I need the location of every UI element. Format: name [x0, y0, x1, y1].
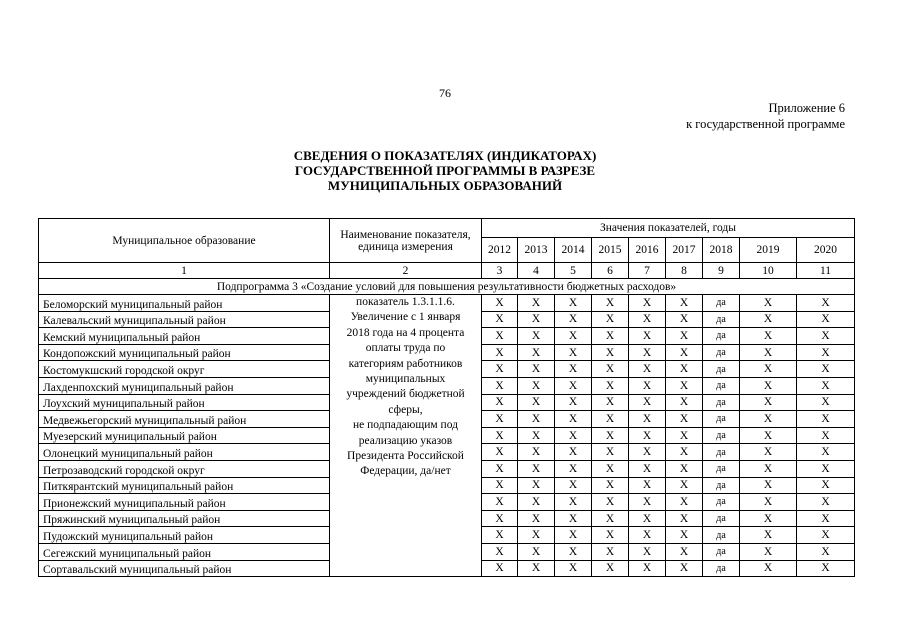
indicator-value: X	[555, 510, 592, 527]
indicator-value: X	[555, 494, 592, 511]
indicator-value: да	[703, 295, 740, 312]
municipality-name: Муезерский муниципальный район	[39, 427, 330, 444]
indicator-value: X	[740, 444, 797, 461]
indicator-value: X	[518, 477, 555, 494]
indicator-value: да	[703, 444, 740, 461]
column-number: 6	[592, 263, 629, 279]
indicator-value: X	[666, 560, 703, 577]
indicator-text-line: 2018 года на 4 процента	[346, 326, 465, 339]
indicator-value: X	[740, 377, 797, 394]
indicators-table	[38, 218, 855, 577]
indicator-value: X	[666, 527, 703, 544]
indicator-value: да	[703, 411, 740, 428]
indicator-value: X	[592, 560, 629, 577]
indicator-value: X	[666, 295, 703, 312]
indicator-value: X	[592, 460, 629, 477]
indicator-value: X	[629, 510, 666, 527]
indicator-value: X	[797, 361, 855, 378]
indicator-value: X	[555, 427, 592, 444]
indicator-text-line: сферы,	[388, 403, 423, 416]
indicator-value: X	[740, 344, 797, 361]
indicator-value: X	[740, 510, 797, 527]
column-number: 7	[629, 263, 666, 279]
indicator-value: X	[555, 527, 592, 544]
indicator-value: X	[555, 328, 592, 345]
indicator-value: X	[592, 477, 629, 494]
indicator-text-line: Федерации, да/нет	[360, 465, 451, 478]
page-number: 76	[439, 86, 451, 100]
indicator-value: X	[592, 311, 629, 328]
indicator-value: X	[666, 494, 703, 511]
indicator-text-line: категориям работников	[348, 357, 463, 370]
indicator-value: X	[592, 494, 629, 511]
column-number: 11	[797, 263, 855, 279]
indicator-value: X	[740, 411, 797, 428]
indicator-value: X	[592, 543, 629, 560]
indicator-value: да	[703, 527, 740, 544]
municipality-name: Лоухский муниципальный район	[39, 394, 330, 411]
indicator-value: да	[703, 344, 740, 361]
indicator-value: X	[629, 344, 666, 361]
indicator-value: да	[703, 377, 740, 394]
indicator-value: X	[629, 477, 666, 494]
indicator-value: X	[592, 377, 629, 394]
indicator-value: X	[518, 543, 555, 560]
indicator-value: да	[703, 427, 740, 444]
indicator-value: X	[797, 510, 855, 527]
indicator-value: X	[629, 527, 666, 544]
column-number: 9	[703, 263, 740, 279]
indicator-value: X	[518, 560, 555, 577]
municipality-name: Сегежский муниципальный район	[39, 543, 330, 560]
indicator-value: X	[666, 377, 703, 394]
indicator-value: да	[703, 560, 740, 577]
indicator-description	[330, 295, 482, 577]
header-year: 2013	[518, 238, 555, 263]
indicator-value: X	[797, 460, 855, 477]
indicator-value: X	[482, 527, 518, 544]
header-year: 2014	[555, 238, 592, 263]
column-number: 5	[555, 263, 592, 279]
appendix-line-1: Приложение 6	[768, 101, 845, 115]
title-line-3: МУНИЦИПАЛЬНЫХ ОБРАЗОВАНИЙ	[327, 178, 563, 193]
indicator-value: X	[797, 328, 855, 345]
indicator-value: X	[797, 427, 855, 444]
indicator-value: X	[555, 411, 592, 428]
indicator-value: X	[482, 361, 518, 378]
indicator-value: X	[482, 311, 518, 328]
indicator-value: X	[518, 311, 555, 328]
indicator-value: X	[482, 394, 518, 411]
indicator-value: X	[797, 377, 855, 394]
indicator-value: X	[666, 510, 703, 527]
header-year: 2017	[666, 238, 703, 263]
indicator-value: X	[740, 460, 797, 477]
indicator-value: да	[703, 361, 740, 378]
indicator-value: X	[518, 444, 555, 461]
indicator-value: X	[555, 295, 592, 312]
indicator-value: X	[797, 311, 855, 328]
indicator-value: X	[482, 510, 518, 527]
indicator-value: X	[629, 543, 666, 560]
indicator-value: X	[740, 394, 797, 411]
indicator-value: X	[518, 411, 555, 428]
indicator-value: X	[797, 394, 855, 411]
indicator-value: X	[629, 361, 666, 378]
indicator-value: X	[482, 560, 518, 577]
indicator-value: X	[555, 560, 592, 577]
municipality-name: Пудожский муниципальный район	[39, 527, 330, 544]
indicator-value: X	[482, 344, 518, 361]
indicator-text-line: показатель 1.3.1.1.6.	[356, 296, 455, 308]
indicator-value: X	[555, 444, 592, 461]
indicator-value: X	[592, 361, 629, 378]
indicator-value: да	[703, 460, 740, 477]
indicator-value: X	[666, 311, 703, 328]
header-indicator-name: Наименование показателя, единица измерения	[330, 219, 482, 263]
indicator-value: X	[740, 527, 797, 544]
indicator-value: X	[555, 543, 592, 560]
indicator-value: X	[666, 543, 703, 560]
appendix-line-2: к государственной программе	[686, 117, 845, 131]
indicator-value: X	[797, 444, 855, 461]
indicator-value: X	[482, 444, 518, 461]
column-number: 3	[482, 263, 518, 279]
column-number: 2	[330, 263, 482, 279]
indicator-value: X	[518, 361, 555, 378]
indicator-value: X	[740, 543, 797, 560]
indicator-value: X	[797, 295, 855, 312]
indicator-value: X	[518, 427, 555, 444]
indicator-value: X	[666, 361, 703, 378]
indicator-value: X	[555, 460, 592, 477]
indicator-value: X	[518, 328, 555, 345]
indicator-text-line: Увеличение с 1 января	[350, 311, 461, 324]
indicator-value: X	[629, 394, 666, 411]
indicator-value: X	[629, 427, 666, 444]
indicator-value: X	[629, 560, 666, 577]
indicator-value: X	[797, 477, 855, 494]
municipality-name: Пряжинский муниципальный район	[39, 510, 330, 527]
indicator-value: да	[703, 394, 740, 411]
indicator-value: X	[482, 460, 518, 477]
indicator-value: да	[703, 311, 740, 328]
indicator-value: X	[592, 344, 629, 361]
indicator-value: X	[797, 494, 855, 511]
header-values-group: Значения показателей, годы	[482, 219, 855, 238]
indicator-value: X	[482, 477, 518, 494]
indicator-value: X	[482, 427, 518, 444]
municipality-name: Лахденпохский муниципальный район	[39, 377, 330, 394]
header-year: 2015	[592, 238, 629, 263]
indicator-value: X	[629, 444, 666, 461]
column-number: 8	[666, 263, 703, 279]
indicator-value: да	[703, 328, 740, 345]
indicator-value: X	[666, 460, 703, 477]
indicator-value: X	[592, 510, 629, 527]
municipality-name: Калевальский муниципальный район	[39, 311, 330, 328]
indicator-value: X	[797, 527, 855, 544]
municipality-name: Кондопожский муниципальный район	[39, 344, 330, 361]
indicator-value: да	[703, 543, 740, 560]
indicator-value: X	[629, 377, 666, 394]
indicator-value: X	[518, 394, 555, 411]
indicator-value: X	[666, 411, 703, 428]
indicator-value: X	[518, 510, 555, 527]
subprogram-title: Подпрограмма 3 «Создание условий для повышения результативности бюджетных расходов»	[39, 279, 855, 295]
indicator-value: X	[592, 328, 629, 345]
indicator-value: X	[592, 444, 629, 461]
indicator-text-line: реализацию указов	[358, 434, 453, 447]
indicator-value: X	[482, 494, 518, 511]
municipality-name: Медвежьегорский муниципальный район	[39, 411, 330, 428]
indicator-text-line: оплаты труда по	[365, 342, 446, 355]
indicator-value: да	[703, 510, 740, 527]
indicator-value: X	[797, 411, 855, 428]
indicator-value: X	[518, 295, 555, 312]
indicator-value: X	[592, 411, 629, 428]
indicator-text-line: Президента Российской	[347, 450, 464, 463]
indicator-value: X	[629, 311, 666, 328]
indicator-value: X	[555, 377, 592, 394]
header-year: 2012	[482, 238, 518, 263]
indicator-value: X	[797, 560, 855, 577]
indicator-value: X	[666, 477, 703, 494]
indicator-value: X	[555, 477, 592, 494]
column-number: 10	[740, 263, 797, 279]
indicator-value: X	[666, 344, 703, 361]
indicator-value: X	[482, 328, 518, 345]
indicator-value: X	[555, 394, 592, 411]
municipality-name: Олонецкий муниципальный район	[39, 444, 330, 461]
indicator-value: X	[482, 377, 518, 394]
indicator-value: X	[518, 460, 555, 477]
indicator-value: X	[592, 295, 629, 312]
title-line-1: СВЕДЕНИЯ О ПОКАЗАТЕЛЯХ (ИНДИКАТОРАХ)	[293, 148, 597, 163]
indicator-value: X	[592, 427, 629, 444]
table-row	[39, 295, 855, 312]
indicator-value: X	[555, 361, 592, 378]
indicator-value: X	[797, 543, 855, 560]
municipality-name: Прионежский муниципальный район	[39, 494, 330, 511]
appendix-note	[686, 100, 845, 132]
indicator-value: X	[592, 527, 629, 544]
indicator-value: X	[629, 460, 666, 477]
indicator-value: X	[555, 311, 592, 328]
indicator-value: X	[666, 328, 703, 345]
header-year: 2018	[703, 238, 740, 263]
indicator-value: X	[740, 311, 797, 328]
indicator-text-line: муниципальных	[365, 373, 446, 386]
indicator-value: X	[629, 328, 666, 345]
indicator-value: X	[482, 411, 518, 428]
municipality-name: Питкярантский муниципальный район	[39, 477, 330, 494]
municipality-name: Кемский муниципальный район	[39, 328, 330, 345]
municipality-name: Сортавальский муниципальный район	[39, 560, 330, 577]
indicator-value: X	[740, 361, 797, 378]
indicator-value: X	[666, 427, 703, 444]
indicator-value: X	[592, 394, 629, 411]
indicator-value: да	[703, 477, 740, 494]
document-title	[0, 148, 890, 193]
indicator-value: X	[629, 295, 666, 312]
indicator-value: X	[740, 427, 797, 444]
municipality-name: Беломорский муниципальный район	[39, 295, 330, 312]
indicator-value: X	[740, 328, 797, 345]
indicator-value: X	[518, 494, 555, 511]
indicator-value: X	[555, 344, 592, 361]
indicator-value: X	[518, 527, 555, 544]
indicator-text-line: не подпадающим под	[353, 419, 458, 432]
indicator-text-line: учреждений бюджетной	[346, 388, 465, 401]
column-number: 4	[518, 263, 555, 279]
header-year: 2020	[797, 238, 855, 263]
indicator-value: X	[518, 377, 555, 394]
indicator-value: X	[518, 344, 555, 361]
indicator-value: X	[666, 394, 703, 411]
indicator-value: X	[666, 444, 703, 461]
indicator-value: X	[482, 543, 518, 560]
municipality-name: Петрозаводский городской округ	[39, 460, 330, 477]
municipality-name: Костомукшский городской округ	[39, 361, 330, 378]
indicator-value: да	[703, 494, 740, 511]
column-number: 1	[39, 263, 330, 279]
title-line-2: ГОСУДАРСТВЕННОЙ ПРОГРАММЫ В РАЗРЕЗЕ	[294, 163, 596, 178]
indicator-value: X	[740, 295, 797, 312]
indicator-value: X	[740, 560, 797, 577]
indicator-value: X	[482, 295, 518, 312]
indicator-value: X	[629, 411, 666, 428]
header-year: 2019	[740, 238, 797, 263]
header-year: 2016	[629, 238, 666, 263]
indicator-value: X	[629, 494, 666, 511]
header-municipality: Муниципальное образование	[39, 219, 330, 263]
indicator-value: X	[797, 344, 855, 361]
indicator-value: X	[740, 477, 797, 494]
indicator-value: X	[740, 494, 797, 511]
